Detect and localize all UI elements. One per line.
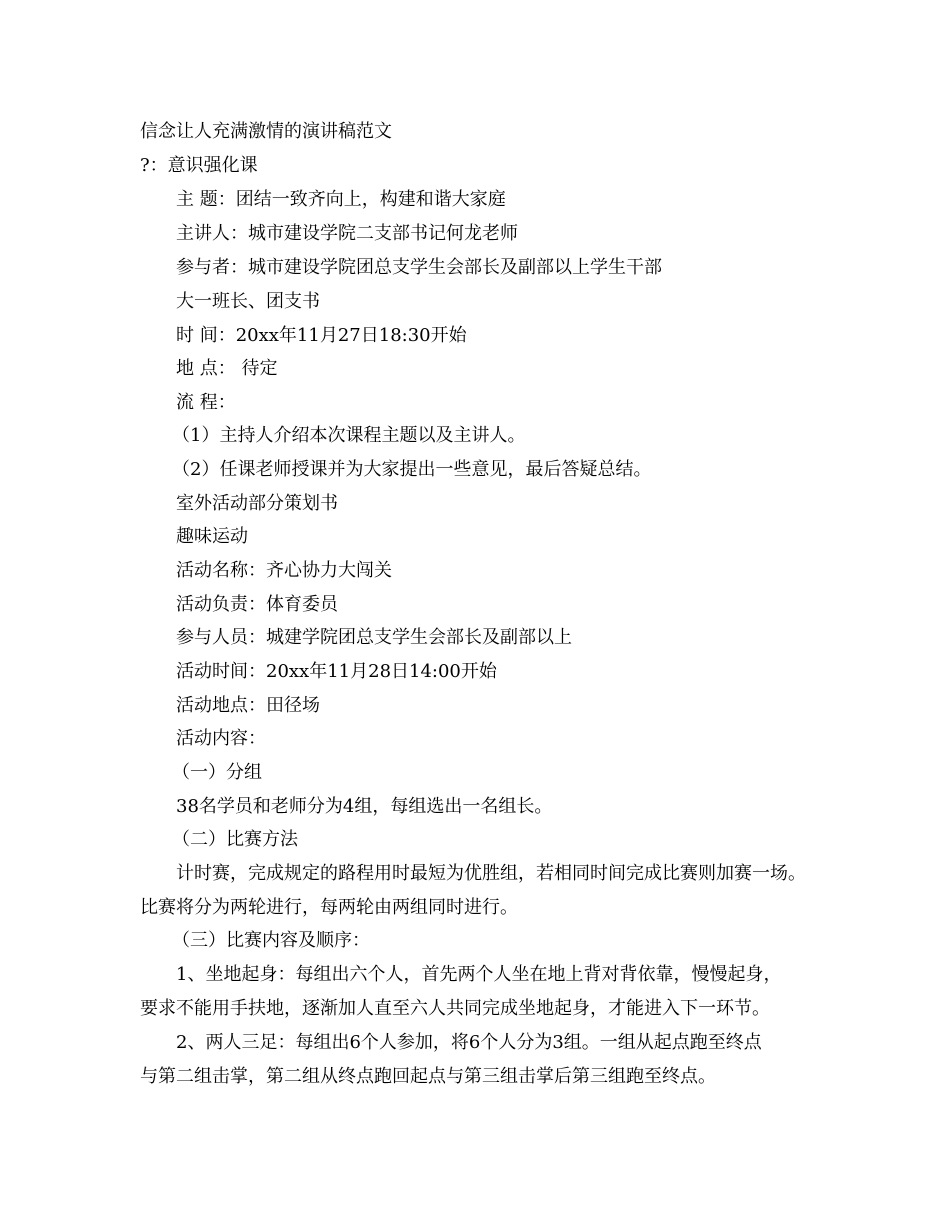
item-1-text-1: 1、坐地起身：每组出六个人，首先两个人坐在地上背对背依靠，慢慢起身， <box>176 964 782 985</box>
activity-time-line: 活动时间：20xx年11月28日14:00开始 <box>176 661 497 682</box>
activity-name-line: 活动名称：齐心协力大闯关 <box>176 560 392 581</box>
grouping-text: 38名学员和老师分为4组，每组选出一名组长。 <box>176 796 553 817</box>
process-step-2: （2）任课老师授课并为大家提出一些意见，最后答疑总结。 <box>172 459 652 480</box>
activity-participants-line: 参与人员：城建学院团总支学生会部长及副部以上 <box>176 627 572 648</box>
method-text-2: 比赛将分为两轮进行，每两轮由两组同时进行。 <box>140 897 518 918</box>
grouping-heading: （一）分组 <box>172 762 262 783</box>
method-text-1: 计时赛，完成规定的路程用时最短为优胜组，若相同时间完成比赛则加赛一场。 <box>176 863 806 884</box>
document-subtitle: ?：意识强化课 <box>140 155 258 176</box>
speaker-line: 主讲人：城市建设学院二支部书记何龙老师 <box>176 223 518 244</box>
item-2-text-2: 与第二组击掌，第二组从终点跑回起点与第三组击掌后第三组跑至终点。 <box>140 1066 716 1087</box>
content-order-heading: （三）比赛内容及顺序： <box>172 930 370 951</box>
subsection-heading: 趣味运动 <box>176 526 248 547</box>
topic-line: 主 题：团结一致齐向上，构建和谐大家庭 <box>176 189 506 210</box>
participants-line: 参与者：城市建设学院团总支学生会部长及副部以上学生干部 <box>176 257 662 278</box>
activity-location-line: 活动地点：田径场 <box>176 695 320 716</box>
process-step-1: （1）主持人介绍本次课程主题以及主讲人。 <box>172 425 526 446</box>
method-heading: （二）比赛方法 <box>172 829 298 850</box>
document-title: 信念让人充满激情的演讲稿范文 <box>140 121 392 142</box>
activity-owner-line: 活动负责：体育委员 <box>176 594 338 615</box>
location-line: 地 点： 待定 <box>176 358 278 379</box>
item-1-text-2: 要求不能用手扶地，逐渐加人直至六人共同完成坐地起身，才能进入下一环节。 <box>140 998 770 1019</box>
item-2-text-1: 2、两人三足：每组出6个人参加，将6个人分为3组。一组从起点跑至终点 <box>176 1032 762 1053</box>
process-line: 流 程： <box>176 392 236 413</box>
section-heading: 室外活动部分策划书 <box>176 493 338 514</box>
participants-line-2: 大一班长、团支书 <box>176 291 320 312</box>
activity-content-line: 活动内容： <box>176 728 266 749</box>
time-line: 时 间：20xx年11月27日18:30开始 <box>176 325 467 346</box>
